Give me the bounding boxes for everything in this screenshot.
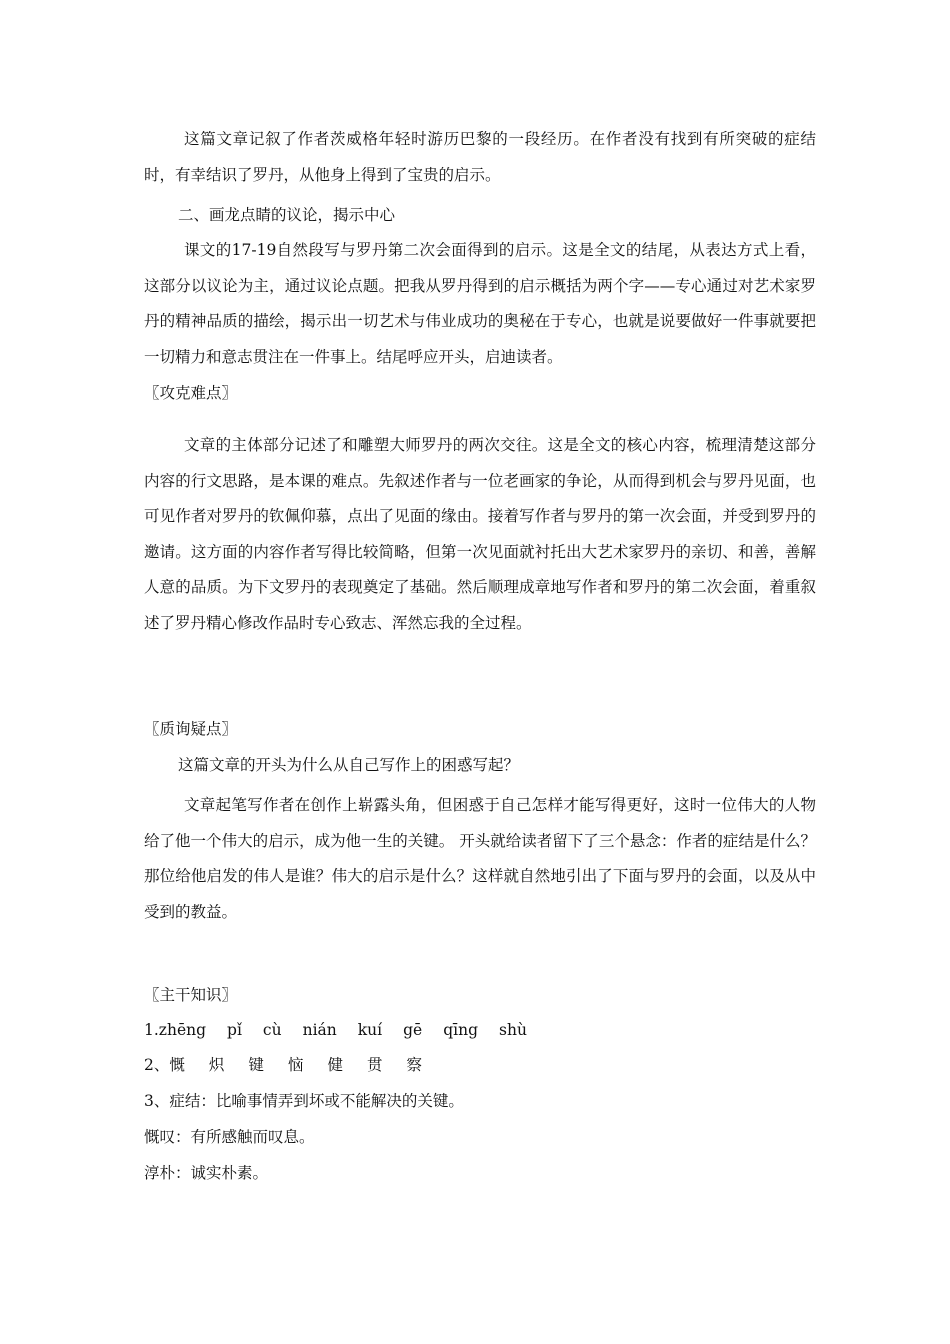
char-item: 贯 — [366, 1056, 383, 1074]
section-two-paragraph: 课文的17-19自然段写与罗丹第二次会面得到的启示。这是全文的结尾，从表达方式上看，这部分以议论为主，通过议论点题。把我从罗丹得到的启示概括为两个字——专心通过对艺术家罗丹的精神品质的描绘，揭示出一切艺术与伟业成功的奥秘在于专心，也就是说要做好一件事就要把一切精力和意志贯注在一件事上。结尾呼应开头，启迪读者。 — [144, 241, 816, 366]
char-item: 恼 — [287, 1056, 304, 1074]
difficulty-heading: 〖攻克难点〗 — [144, 384, 238, 402]
knowledge-heading: 〖主干知识〗 — [144, 986, 238, 1004]
chars-prefix: 2、 — [144, 1056, 170, 1074]
question-heading: 〖质询疑点〗 — [144, 720, 238, 738]
pinyin-item: nián — [302, 1021, 337, 1039]
section-two-heading: 二、画龙点睛的议论，揭示中心 — [178, 206, 396, 224]
pinyin-item: gē — [403, 1021, 423, 1039]
pinyin-item: shù — [499, 1021, 527, 1039]
pinyin-item: pǐ — [227, 1021, 242, 1039]
definition-line: 慨叹：有所感触而叹息。 — [144, 1128, 315, 1146]
difficulty-paragraph: 文章的主体部分记述了和雕塑大师罗丹的两次交往。这是全文的核心内容，梳理清楚这部分内容的行文思路，是本课的难点。先叙述作者与一位老画家的争论，从而得到机会与罗丹见面，也可见作者对罗丹的钦佩仰慕，点出了见面的缘由。接着写作者与罗丹的第一次会面，并受到罗丹的邀请。这方面的内容作者写得比较简略，但第一次见面就衬托出大艺术家罗丹的亲切、和善，善解人意的品质。为下文罗丹的表现奠定了基础。然后顺理成章地写作者和罗丹的第二次会面，着重叙述了罗丹精心修改作品时专心致志、浑然忘我的全过程。 — [144, 436, 816, 632]
char-item: 察 — [406, 1056, 422, 1074]
character-list — [144, 1050, 446, 1080]
char-item: 慨 — [169, 1056, 185, 1074]
question-text: 这篇文章的开头为什么从自己写作上的困惑写起？ — [178, 756, 520, 774]
question-answer: 文章起笔写作者在创作上崭露头角，但困惑于自己怎样才能写得更好，这时一位伟大的人物给了他一个伟大的启示，成为他一生的关键。 开头就给读者留下了三个悬念：作者的症结是什么？那位给他启发的伟人是谁？伟大的启示是什么？这样就自然地引出了下面与罗丹的会面，以及从中受到的教益。 — [144, 796, 816, 921]
char-item: 炽 — [208, 1056, 225, 1074]
pinyin-list — [144, 1015, 548, 1045]
definition-line: 3、症结：比喻事情弄到坏或不能解决的关键。 — [144, 1092, 464, 1110]
char-item: 健 — [327, 1056, 343, 1074]
char-item: 键 — [248, 1056, 264, 1074]
definition-line: 淳朴：诚实朴素。 — [144, 1164, 269, 1182]
pinyin-item: qīng — [443, 1021, 479, 1039]
intro-paragraph: 这篇文章记叙了作者茨威格年轻时游历巴黎的一段经历。在作者没有找到有所突破的症结时，有幸结识了罗丹，从他身上得到了宝贵的启示。 — [144, 130, 816, 184]
pinyin-item: zhēng — [158, 1021, 207, 1039]
pinyin-prefix: 1. — [144, 1021, 159, 1039]
pinyin-item: kuí — [357, 1021, 383, 1039]
pinyin-item: cù — [262, 1021, 282, 1039]
